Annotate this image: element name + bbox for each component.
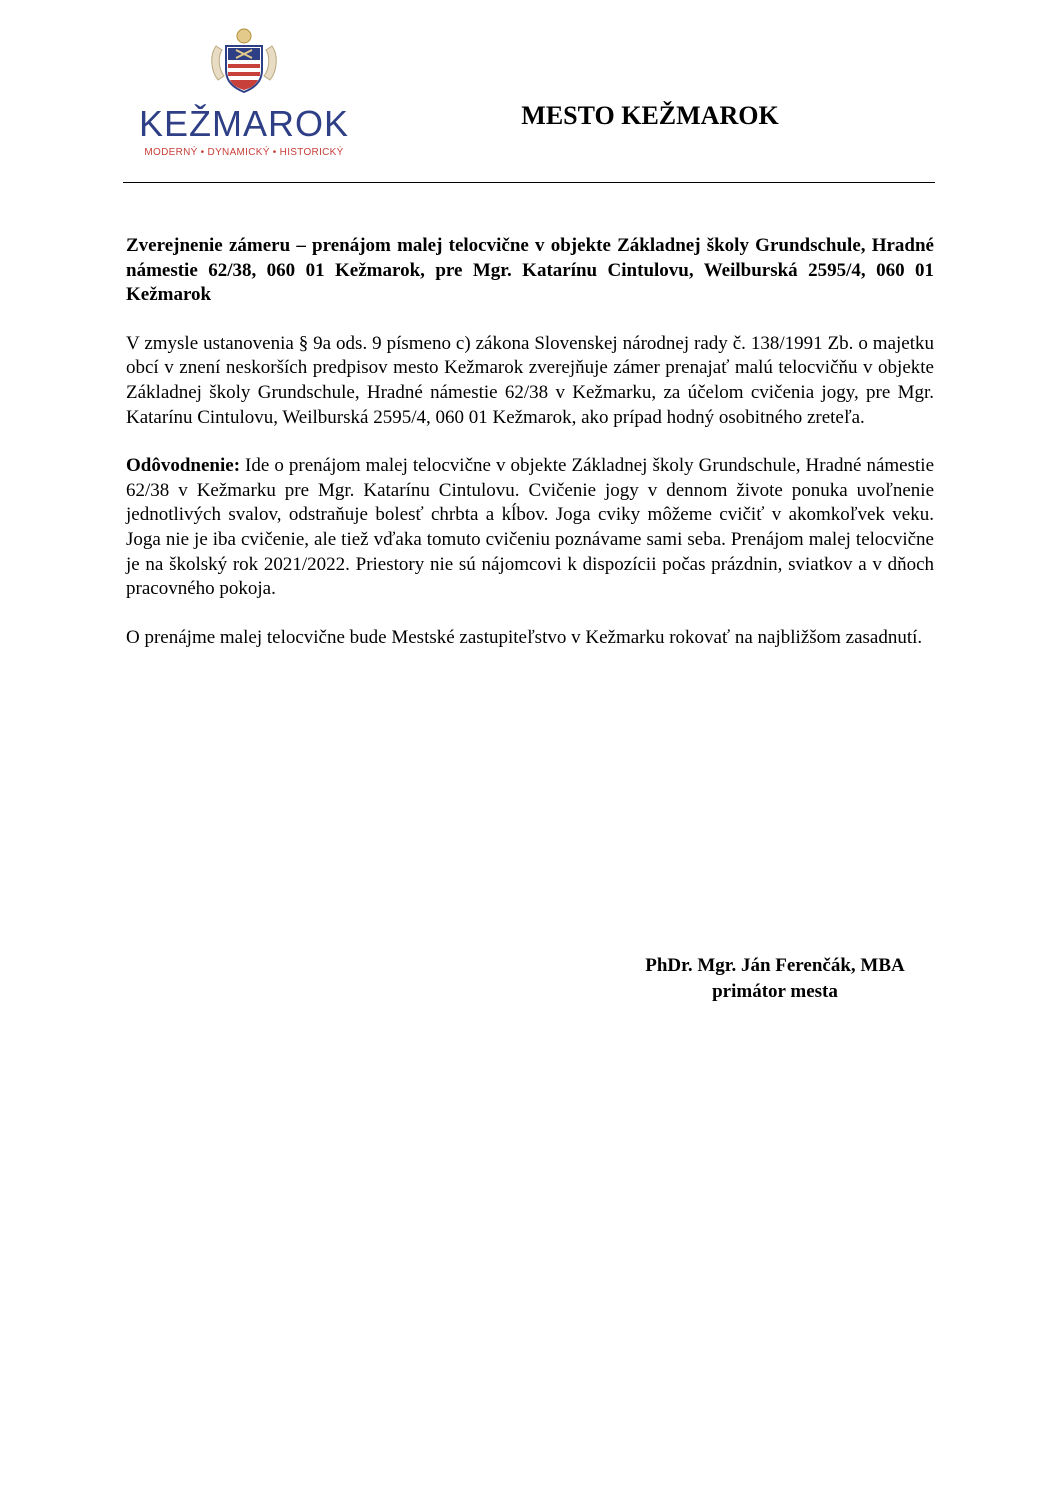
logo-tagline: MODERNÝ • DYNAMICKÝ • HISTORICKÝ — [144, 147, 344, 158]
document-subject: Zverejnenie zámeru – prenájom malej telocvične v objekte Základnej školy Grundschule, Hradné námestie 62/38, 060 01 Kežmarok, pre Mgr. Katarínu Cintulovu, Weilburská 2595/4, 060 01 Kežmarok — [126, 235, 934, 306]
justification-text: Ide o prenájom malej telocvične v objekte Základnej školy Grundschule, Hradné námestie 62/38 v Kežmarku pre Mgr. Katarínu Cintulovu. Cvičenie jogy v dennom živote ponuka uvoľnenie jednotlivých svalov, odstraňuje bolesť chrbta a kĺbov. Joga cviky môžeme cvičiť v akomkoľvek veku. Joga nie je iba cvičenie, ale tiež vďaka tomuto cvičeniu poznávame sami seba. Prenájom malej telocvične je na školský rok 2021/2022. Priestory nie sú nájomcovi k dispozícii počas prázdnin, sviatkov a v dňoch pracovného pokoja. — [126, 455, 934, 600]
signatory-role: primátor mesta — [712, 981, 838, 1002]
page-title: MESTO KEŽMAROK — [521, 101, 779, 130]
city-logo — [128, 24, 360, 164]
logo-wordmark: KEŽMAROK — [138, 103, 350, 144]
justification-paragraph — [126, 454, 934, 602]
legal-basis-paragraph: V zmysle ustanovenia § 9a ods. 9 písmeno c) zákona Slovenskej národnej rady č. 138/1991 Zb. o majetku obcí v znení neskorších predpisov mesto Kežmarok zverejňuje zámer prenajať malú telocvičňu v objekte Základnej školy Grundschule, Hradné námestie 62/38 v Kežmarku, za účelom cvičenia jogy, pre Mgr. Katarínu Cintulovu, Weilburská 2595/4, 060 01 Kežmarok, ako prípad hodný osobitného zreteľa. — [126, 332, 934, 428]
document-body — [126, 234, 934, 674]
signature-block — [600, 953, 950, 1005]
coat-of-arms-icon — [208, 24, 280, 96]
signatory-name: PhDr. Mgr. Ján Ferenčák, MBA — [645, 955, 905, 976]
header-divider — [123, 182, 935, 183]
council-paragraph: O prenájme malej telocvične bude Mestské zastupiteľstvo v Kežmarku rokovať na najbližšom zasadnutí. — [126, 626, 923, 648]
justification-label: Odôvodnenie: — [126, 455, 241, 477]
